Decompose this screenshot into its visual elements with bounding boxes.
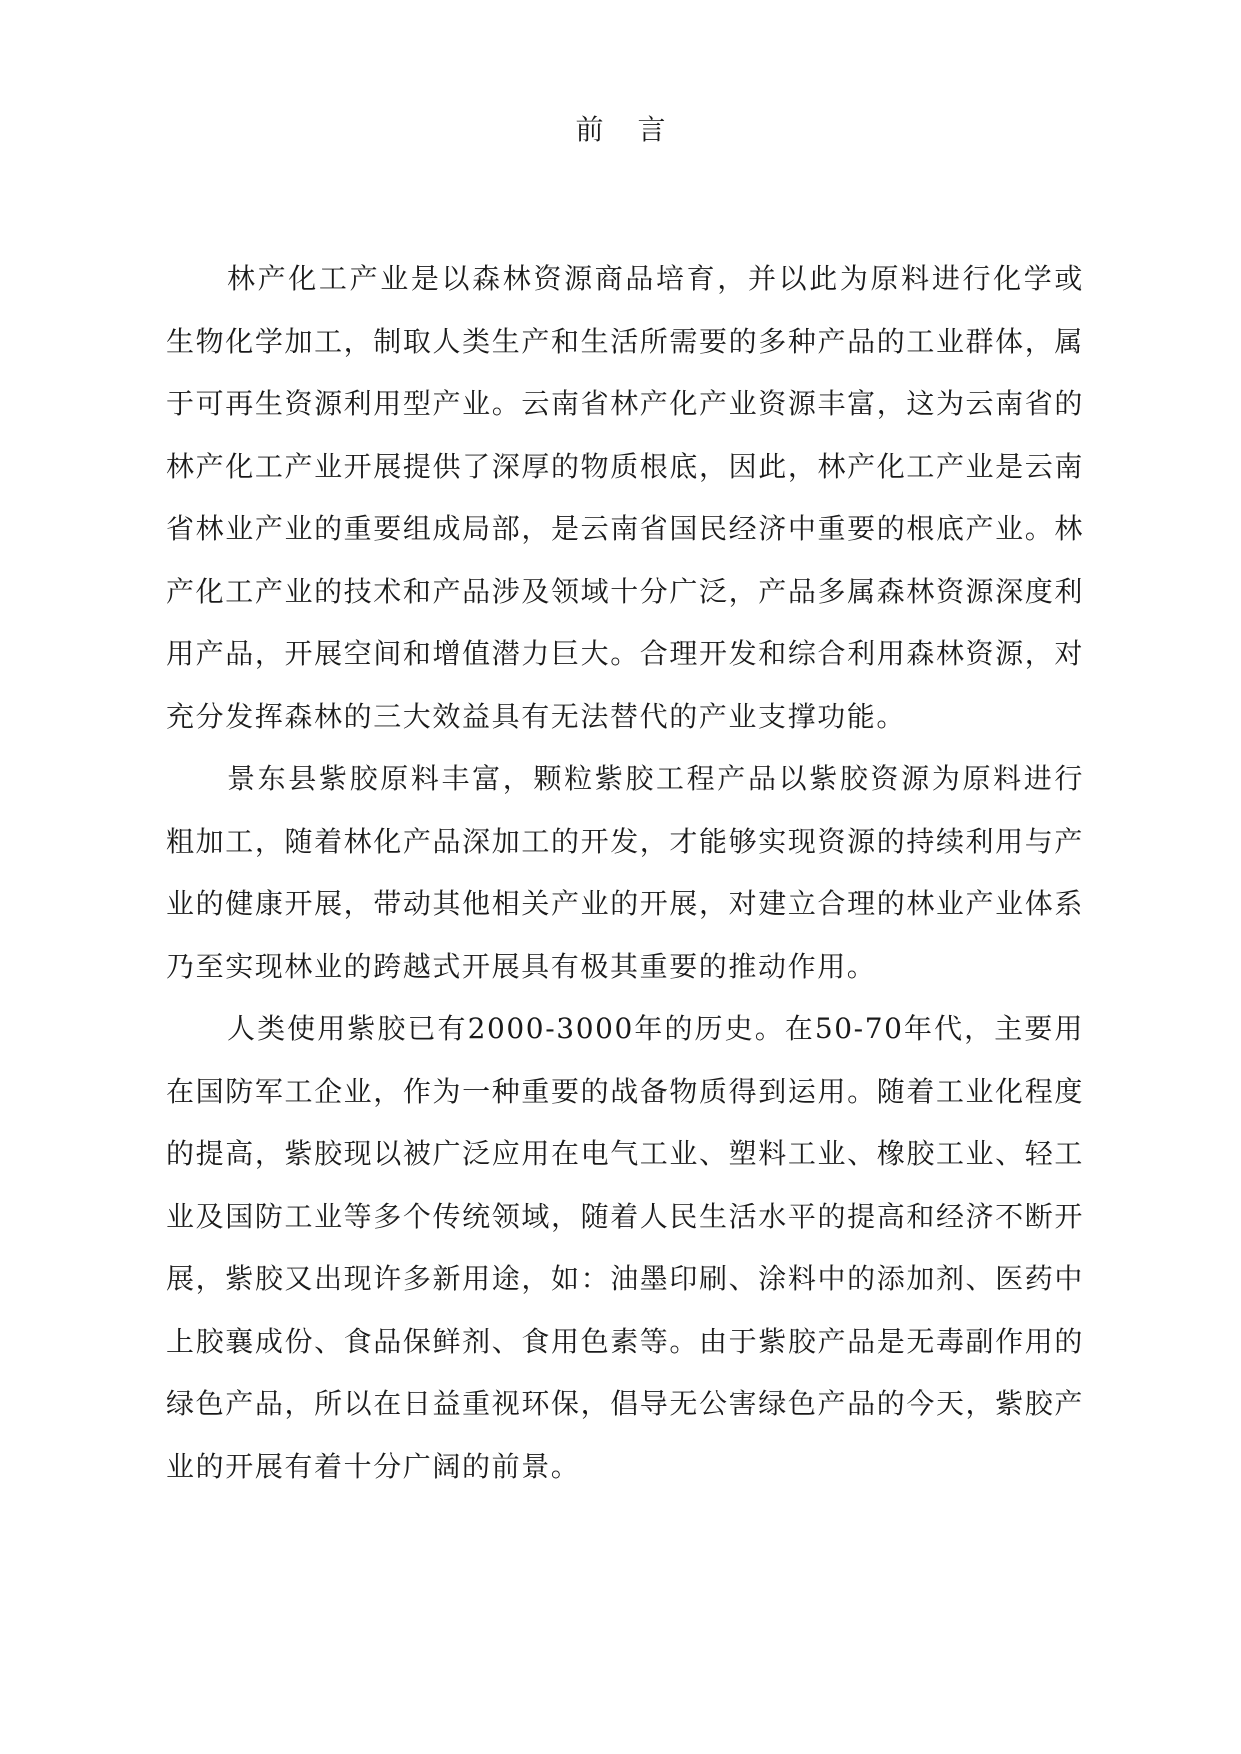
body-text	[166, 248, 1084, 1498]
paragraph-2: 景东县紫胶原料丰富，颗粒紫胶工程产品以紫胶资源为原料进行粗加工，随着林化产品深加工的开发，才能够实现资源的持续利用与产业的健康开展，带动其他相关产业的开展，对建立合理的林业产业体系乃至实现林业的跨越式开展具有极其重要的推动作用。	[166, 762, 1084, 983]
paragraph-3: 人类使用紫胶已有2000-3000年的历史。在50-70年代，主要用在国防军工企业，作为一种重要的战备物质得到运用。随着工业化程度的提高，紫胶现以被广泛应用在电气工业、塑料工业、橡胶工业、轻工业及国防工业等多个传统领域，随着人民生活水平的提高和经济不断开展，紫胶又出现许多新用途，如：油墨印刷、涂料中的添加剂、医药中上胶襄成份、食品保鲜剂、食用色素等。由于紫胶产品是无毒副作用的绿色产品，所以在日益重视环保，倡导无公害绿色产品的今天，紫胶产业的开展有着十分广阔的前景。	[166, 1012, 1084, 1483]
paragraph-1: 林产化工产业是以森林资源商品培育，并以此为原料进行化学或生物化学加工，制取人类生产和生活所需要的多种产品的工业群体，属于可再生资源利用型产业。云南省林产化产业资源丰富，这为云南省的林产化工产业开展提供了深厚的物质根底，因此，林产化工产业是云南省林业产业的重要组成局部，是云南省国民经济中重要的根底产业。林产化工产业的技术和产品涉及领域十分广泛，产品多属森林资源深度利用产品，开展空间和增值潜力巨大。合理开发和综合利用森林资源，对充分发挥森林的三大效益具有无法替代的产业支撑功能。	[166, 262, 1084, 733]
page-title: 前言	[575, 113, 700, 146]
